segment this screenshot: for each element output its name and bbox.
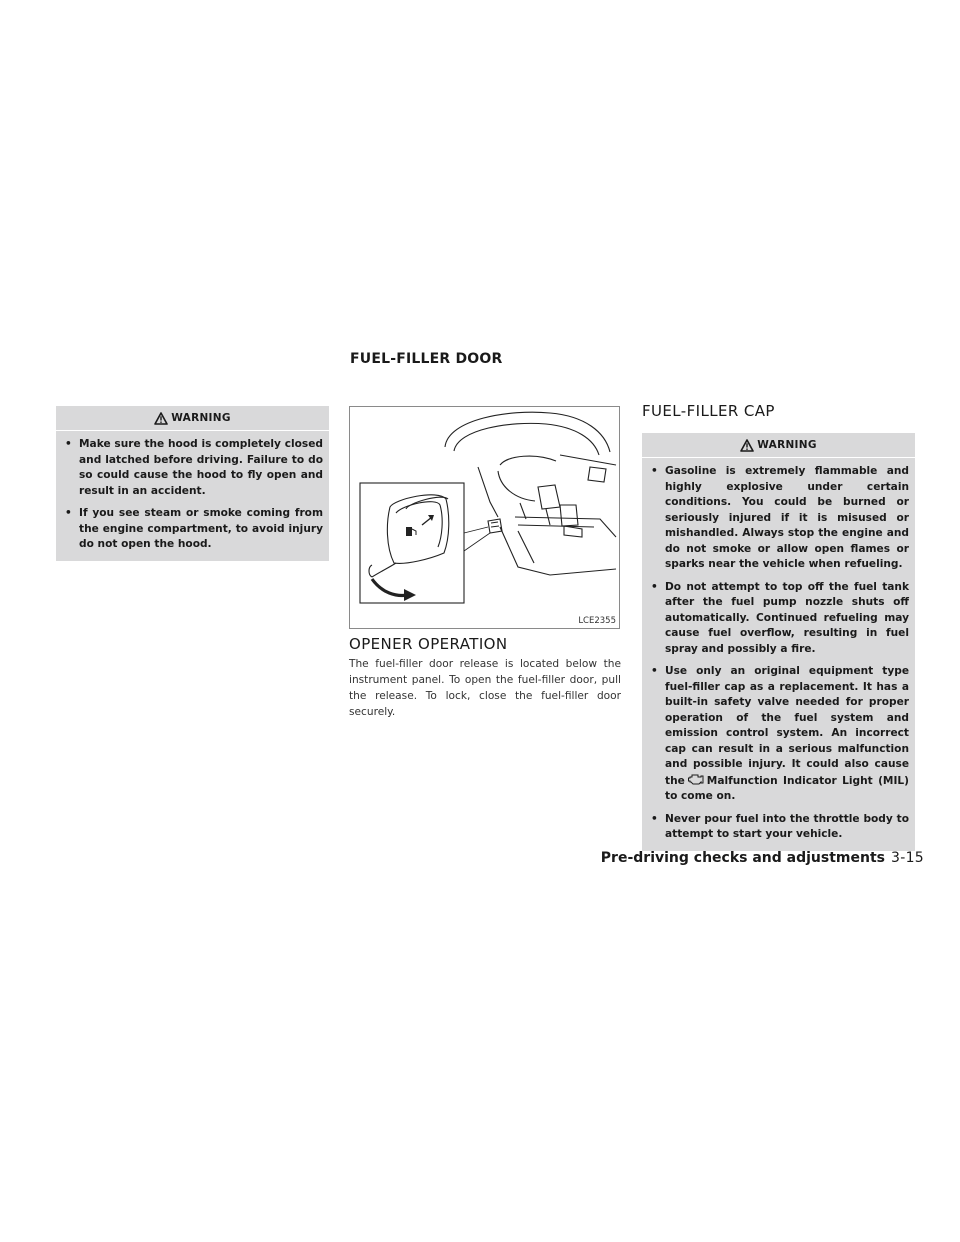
figure-code: LCE2355	[578, 616, 616, 626]
check-engine-icon	[687, 773, 705, 786]
warning-item-text: Use only an original equipment type fuel-filler cap as a replacement. It has a built-in safety valve needed for proper operation of the fuel system and emission control system. An incorrect cap can result in a serious malfunction and possible injury. It could also cause the	[665, 665, 909, 787]
warning-item: • Never pour fuel into the throttle body to attempt to start your vehicle.	[648, 812, 909, 843]
fuel-filler-cap-heading: FUEL-FILLER CAP	[642, 402, 775, 420]
opener-operation-text: The fuel-filler door release is located below the instrument panel. To open the fuel-filler door, pull the release. To lock, close the fuel-filler door securely.	[349, 658, 621, 718]
warning-triangle-icon	[154, 412, 168, 425]
opener-operation-heading: OPENER OPERATION	[349, 635, 508, 653]
warning-item-text: Malfunction Indicator Light (MIL) to come on.	[665, 774, 909, 802]
warning-item: • If you see steam or smoke coming from the engine compartment, to avoid injury do not open the hood.	[62, 506, 323, 553]
page-number: 3-15	[891, 850, 924, 866]
hood-warning-list	[56, 431, 329, 561]
warning-header	[56, 406, 329, 431]
warning-item: • Do not attempt to top off the fuel tank after the fuel pump nozzle shuts off automatically. Continued refueling may cause fuel overflow, resulting in fuel spray and possibly a fire.	[648, 580, 909, 658]
dashboard-lever-drawing	[350, 407, 619, 628]
section-title: FUEL-FILLER DOOR	[350, 351, 503, 367]
warning-header	[642, 433, 915, 458]
fuel-door-release-illustration	[349, 406, 620, 629]
fuel-cap-warning-list	[642, 458, 915, 851]
hood-warning-box	[56, 406, 329, 561]
chapter-title: Pre-driving checks and adjustments	[600, 850, 886, 866]
warning-item	[648, 664, 909, 805]
fuel-cap-warning-box	[642, 433, 915, 851]
warning-item: • Make sure the hood is completely closed and latched before driving. Failure to do so could cause the hood to fly open and result in an accident.	[62, 437, 323, 499]
warning-label: WARNING	[757, 439, 817, 451]
page-footer	[601, 850, 924, 866]
warning-triangle-icon	[740, 439, 754, 452]
warning-label: WARNING	[171, 412, 231, 424]
warning-item: • Gasoline is extremely flammable and highly explosive under certain conditions. You could be burned or seriously injured if it is misused or mishandled. Always stop the engine and do not smoke or allow open flames or sparks near the vehicle when refueling.	[648, 464, 909, 573]
